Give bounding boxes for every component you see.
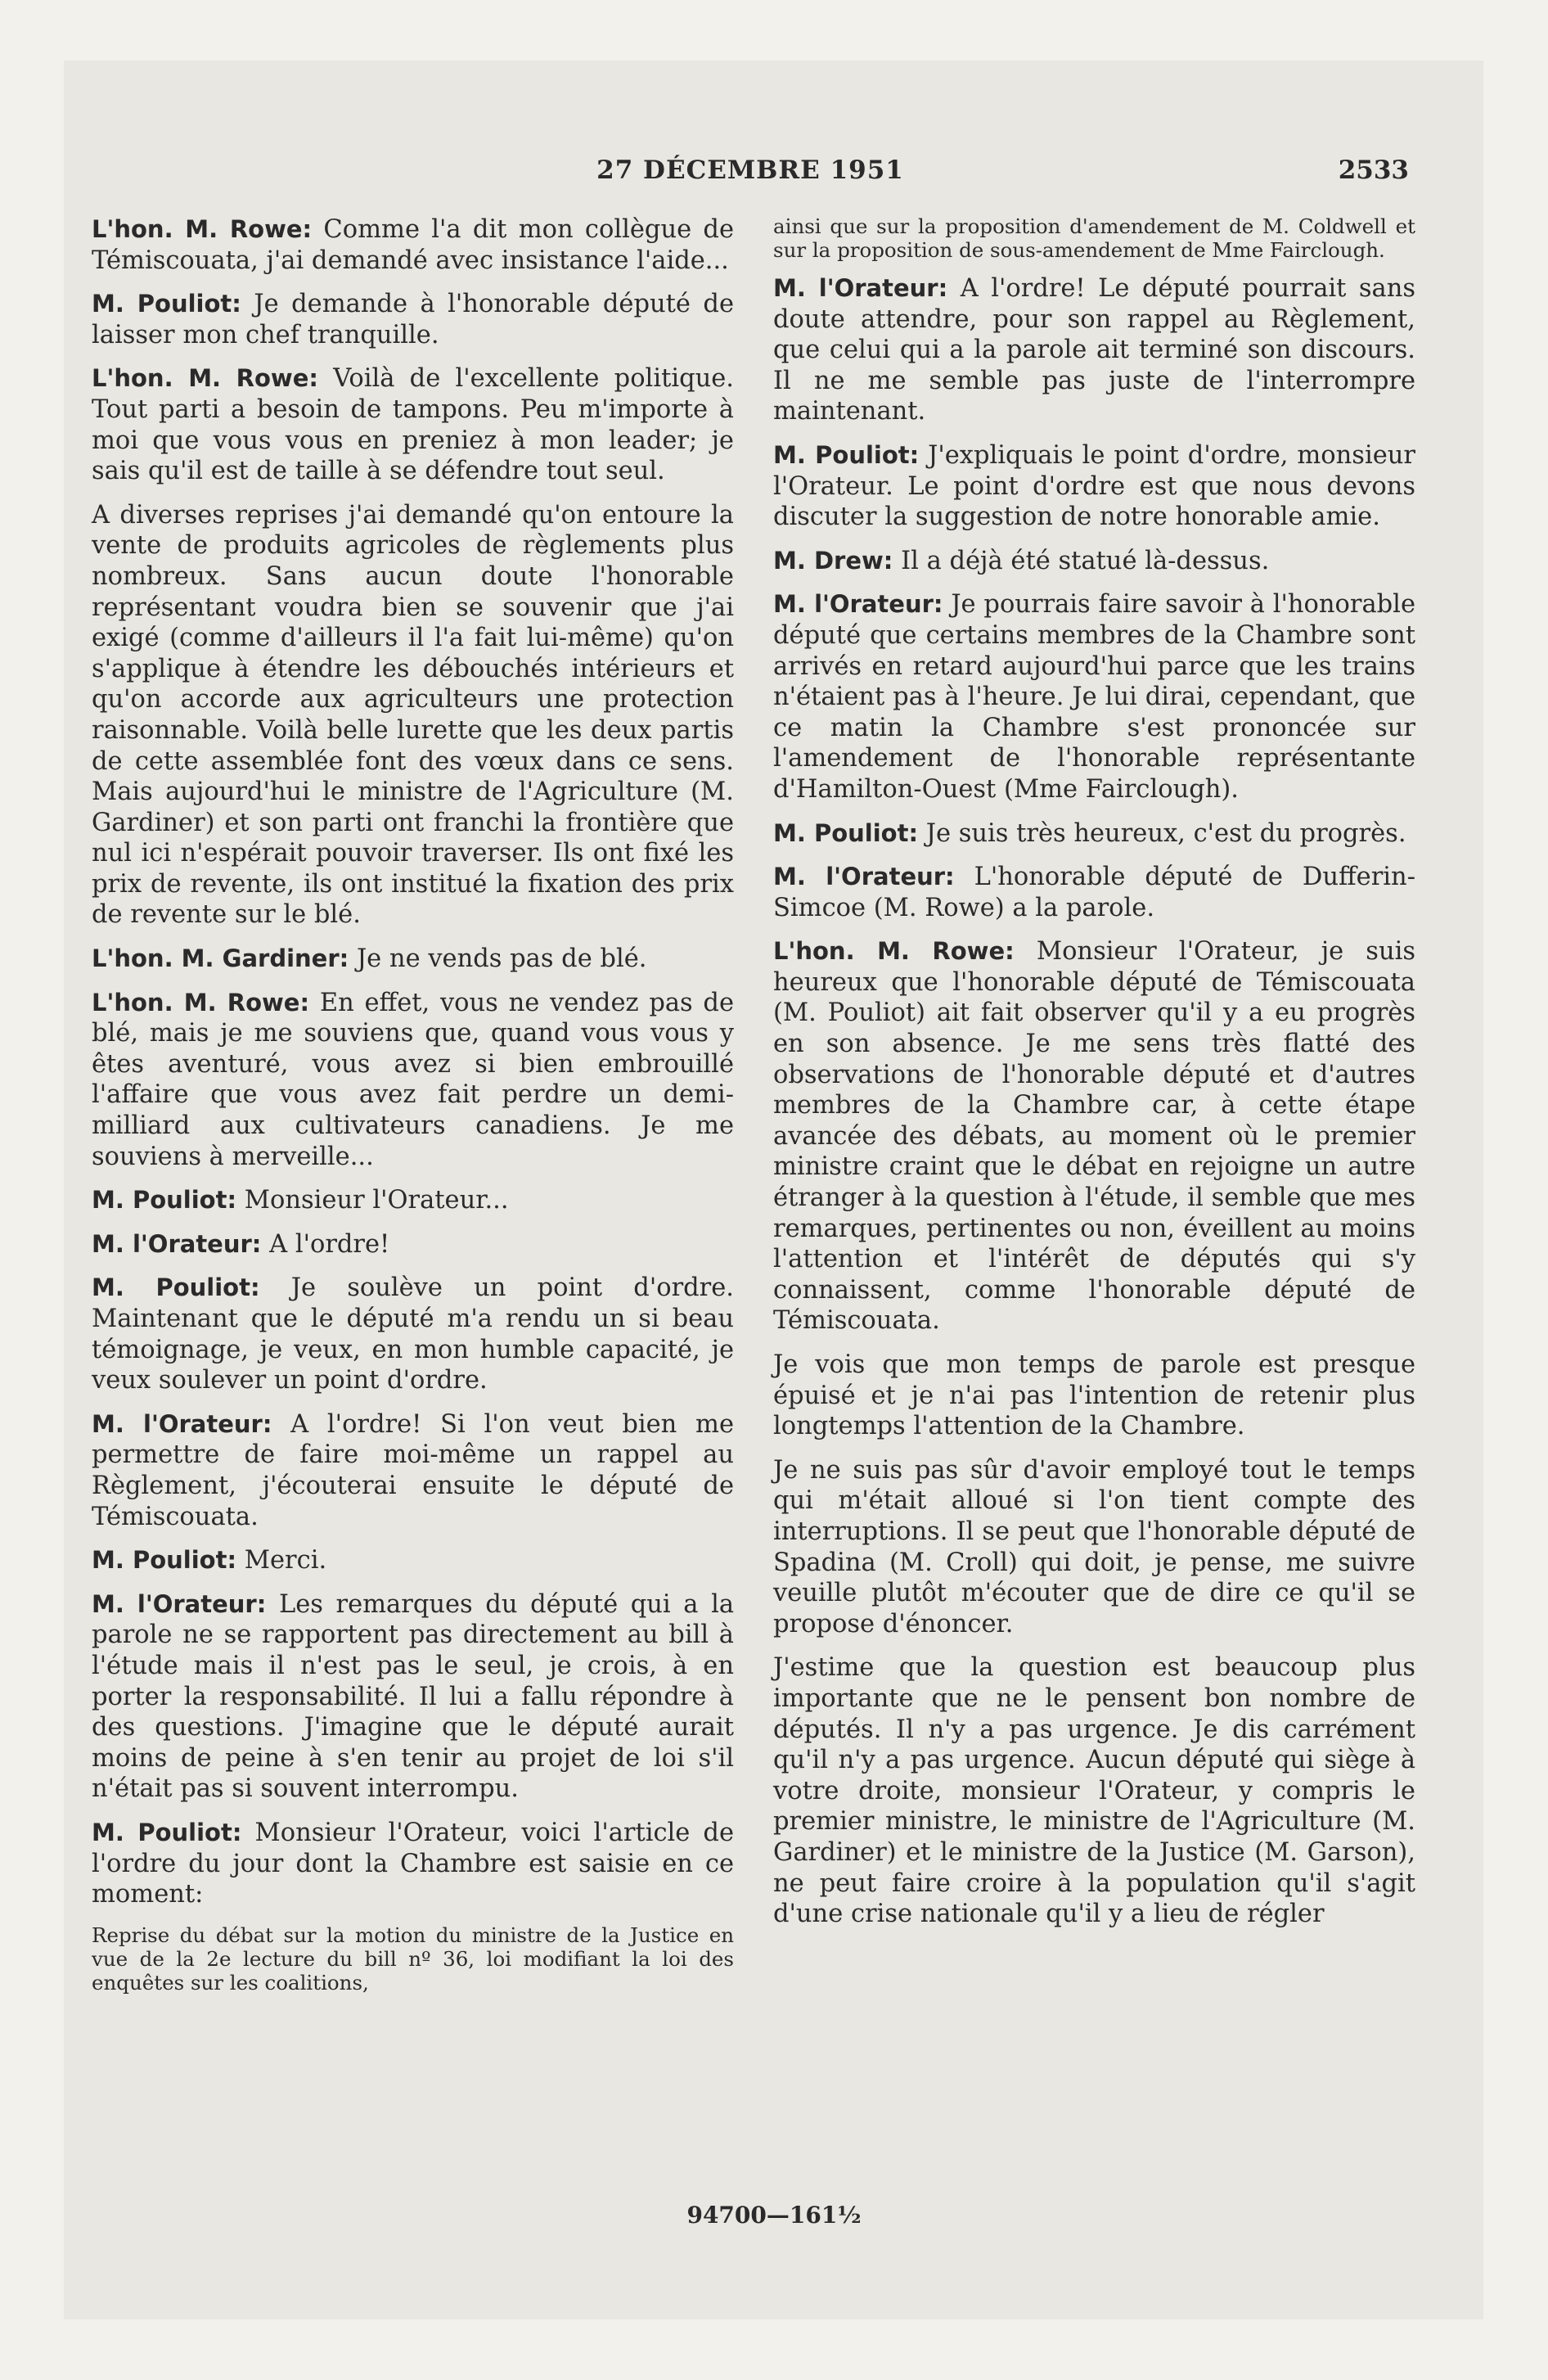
paragraph xyxy=(773,862,1415,923)
paragraph xyxy=(92,944,734,975)
page-footer: 94700—161½ xyxy=(686,2202,862,2229)
paragraph xyxy=(773,546,1415,577)
speaker-name: L'hon. M. Rowe: xyxy=(92,364,318,393)
paragraph xyxy=(773,1652,1415,1929)
paragraph-text: Monsieur l'Orateur... xyxy=(244,1186,509,1215)
paragraph xyxy=(773,440,1415,533)
paragraph-text: Je soulève un point d'ordre. Maintenant que le député m'a rendu un si beau témoignage, je veux, en mon humble capacité, je veux soulever un point d'ordre. xyxy=(92,1273,734,1395)
speaker-name: M. l'Orateur: xyxy=(92,1229,262,1258)
speaker-name: M. l'Orateur: xyxy=(773,274,948,302)
paragraph-text: A l'ordre! Si l'on veut bien me permettre de faire moi-même un rappel au Règlement, j'écouterai ensuite le député de Témiscouata. xyxy=(92,1409,735,1531)
speaker-name: L'hon. M. Rowe: xyxy=(92,988,310,1016)
paragraph xyxy=(773,1350,1415,1442)
paragraph xyxy=(773,936,1415,1336)
paragraph-text: Il a déjà été statué là-dessus. xyxy=(901,546,1270,575)
paragraph-text: A l'ordre! xyxy=(269,1229,390,1259)
paragraph-text: Je vois que mon temps de parole est presque épuisé et je n'ai pas l'intention de retenir plus longtemps l'attention de la Chambre. xyxy=(773,1350,1415,1441)
paragraph xyxy=(92,1818,734,1910)
speaker-name: M. l'Orateur: xyxy=(773,863,955,891)
paragraph xyxy=(92,1273,734,1395)
paragraph-text: Je suis très heureux, c'est du progrès. xyxy=(925,818,1406,848)
speaker-name: M. Drew: xyxy=(773,546,893,575)
right-column xyxy=(773,214,1415,1943)
paragraph-text: Voilà de l'excellente politique. Tout parti a besoin de tampons. Peu m'importe à moi que vous vous en preniez à mon leader; je sais qu'il est de taille à se défendre tout seul. xyxy=(92,364,734,486)
page-number: 2533 xyxy=(1338,156,1409,185)
speaker-name: M. Pouliot: xyxy=(773,818,919,847)
paragraph-text: L'honorable député de Dufferin-Simcoe (M. Rowe) a la parole. xyxy=(773,863,1415,922)
paragraph xyxy=(773,214,1415,262)
paragraph-text: J'estime que la question est beaucoup plus importante que ne le pensent bon nombre de députés. Il n'y a pas urgence. Je dis carrément qu'il n'y a pas urgence. Aucun député qui siège à votre droite, monsieur l'Orateur, y compris le premier ministre, le ministre de l'Agriculture (M. Gardiner) et le ministre de la Justice (M. Garson), ne peut faire croire à la population qu'il s'agit d'une crise nationale qu'il y a lieu de régler xyxy=(773,1653,1415,1929)
paragraph xyxy=(92,363,734,486)
paragraph-text: J'expliquais le point d'ordre, monsieur l'Orateur. Le point d'ordre est que nous devons discuter la suggestion de notre honorable amie. xyxy=(773,440,1415,532)
speaker-name: M. l'Orateur: xyxy=(92,1589,267,1618)
paragraph-text: Merci. xyxy=(244,1546,327,1575)
speaker-name: M. Pouliot: xyxy=(773,440,920,469)
paragraph-text: A diverses reprises j'ai demandé qu'on entoure la vente de produits agricoles de règlements plus nombreux. Sans aucun doute l'honorable représentant voudra bien se souvenir que j'ai exigé (comme d'ailleurs il l'a fait lui-même) qu'on s'applique à étendre les débouchés intérieurs et qu'on accorde aux agriculteurs une protection raisonnable. Voilà belle lurette que les deux partis de cette assemblée font des vœux dans ce sens. Mais aujourd'hui le ministre de l'Agriculture (M. Gardiner) et son parti ont franchi la frontière que nul ici n'espérait pouvoir traverser. Ils ont fixé les prix de revente, ils ont institué la fixation des prix de revente sur le blé. xyxy=(92,500,734,930)
paragraph-text: Je pourrais faire savoir à l'honorable député que certains membres de la Chambre sont arrivés en retard aujourd'hui parce que les trains n'étaient pas à l'heure. Je lui dirai, cependant, que ce matin la Chambre s'est prononcée sur l'amendement de l'honorable représentante d'Hamilton-Ouest (Mme Fairclough). xyxy=(773,590,1415,804)
paragraph xyxy=(773,273,1415,427)
speaker-name: M. Pouliot: xyxy=(92,1273,260,1302)
left-column xyxy=(92,214,734,2006)
paragraph-text: Monsieur l'Orateur, je suis heureux que l'honorable député de Témiscouata (M. Pouliot) ait fait observer qu'il y a eu progrès en son absence. Je me sens très flatté des observations de l'honorable député et d'autres membres de la Chambre car, à cette étape avancée des débats, au moment où le premier ministre craint que le débat en rejoigne un autre étranger à la question à l'étude, il semble que mes remarques, pertinentes ou non, éveillent au moins l'attention et l'intérêt de députés qui s'y connaissent, comme l'honorable député de Témiscouata. xyxy=(773,937,1415,1336)
page-header xyxy=(92,156,1409,188)
paragraph xyxy=(92,988,734,1173)
paragraph xyxy=(92,1229,734,1260)
paragraph xyxy=(773,589,1415,805)
speaker-name: M. Pouliot: xyxy=(92,290,241,318)
paragraph xyxy=(92,1185,734,1216)
paragraph xyxy=(92,1545,734,1576)
paragraph-text: Comme l'a dit mon collègue de Témiscouata, j'ai demandé avec insistance l'aide... xyxy=(92,215,734,275)
speaker-name: L'hon. M. Gardiner: xyxy=(92,944,349,973)
paragraph xyxy=(92,500,734,931)
paragraph-text: Reprise du débat sur la motion du ministre de la Justice en vue de la 2e lecture du bill nº 36, loi modifiant la loi des enquêtes sur les coalitions, xyxy=(92,1922,734,1995)
speaker-name: M. Pouliot: xyxy=(92,1818,242,1846)
speaker-name: M. l'Orateur: xyxy=(773,590,943,619)
page-date: 27 DÉCEMBRE 1951 xyxy=(596,156,904,185)
paragraph xyxy=(773,1455,1415,1640)
paragraph-text: Les remarques du député qui a la parole ne se rapportent pas directement au bill à l'étude mais il n'est pas le seul, je crois, à en porter la responsabilité. Il lui a fallu répondre à des questions. J'imagine que le député aurait moins de peine à s'en tenir au projet de loi s'il n'était pas si souvent interrompu. xyxy=(92,1589,735,1804)
paragraph xyxy=(92,289,734,350)
paragraph-text: Je demande à l'honorable député de laisser mon chef tranquille. xyxy=(92,290,735,349)
paragraph-text: Je ne suis pas sûr d'avoir employé tout le temps qui m'était alloué si l'on tient compte des interruptions. Il se peut que l'honorable député de Spadina (M. Croll) qui doit, je pense, me suivre veuille plutôt m'écouter que de dire ce qu'il se propose d'énoncer. xyxy=(773,1455,1415,1639)
paragraph-text: Monsieur l'Orateur, voici l'article de l'ordre du jour dont la Chambre est saisie en ce moment: xyxy=(92,1818,734,1909)
paragraph-text: En effet, vous ne vendez pas de blé, mais je me souviens que, quand vous vous y êtes aventuré, vous avez si bien embrouillé l'affaire que vous avez fait perdre un demi-milliard aux cultivateurs canadiens. Je me souviens à merveille... xyxy=(92,988,735,1171)
speaker-name: M. Pouliot: xyxy=(92,1186,237,1215)
paragraph xyxy=(92,1589,734,1805)
speaker-name: L'hon. M. Rowe: xyxy=(92,215,313,243)
paragraph xyxy=(773,818,1415,850)
paragraph-text: ainsi que sur la proposition d'amendement de M. Coldwell et sur la proposition de sous-amendement de Mme Fairclough. xyxy=(773,214,1415,262)
speaker-name: M. Pouliot: xyxy=(92,1546,237,1575)
speaker-name: L'hon. M. Rowe: xyxy=(773,937,1015,966)
paragraph-text: Je ne vends pas de blé. xyxy=(356,944,647,974)
paragraph xyxy=(92,1409,734,1532)
paragraph xyxy=(92,214,734,276)
paragraph-text: A l'ordre! Le député pourrait sans doute attendre, pour son rappel au Règlement, que celui qui a la parole ait terminé son discours. Il ne me semble pas juste de l'interrompre maintenant. xyxy=(773,274,1415,426)
paragraph xyxy=(92,1923,734,1995)
speaker-name: M. l'Orateur: xyxy=(92,1409,272,1438)
